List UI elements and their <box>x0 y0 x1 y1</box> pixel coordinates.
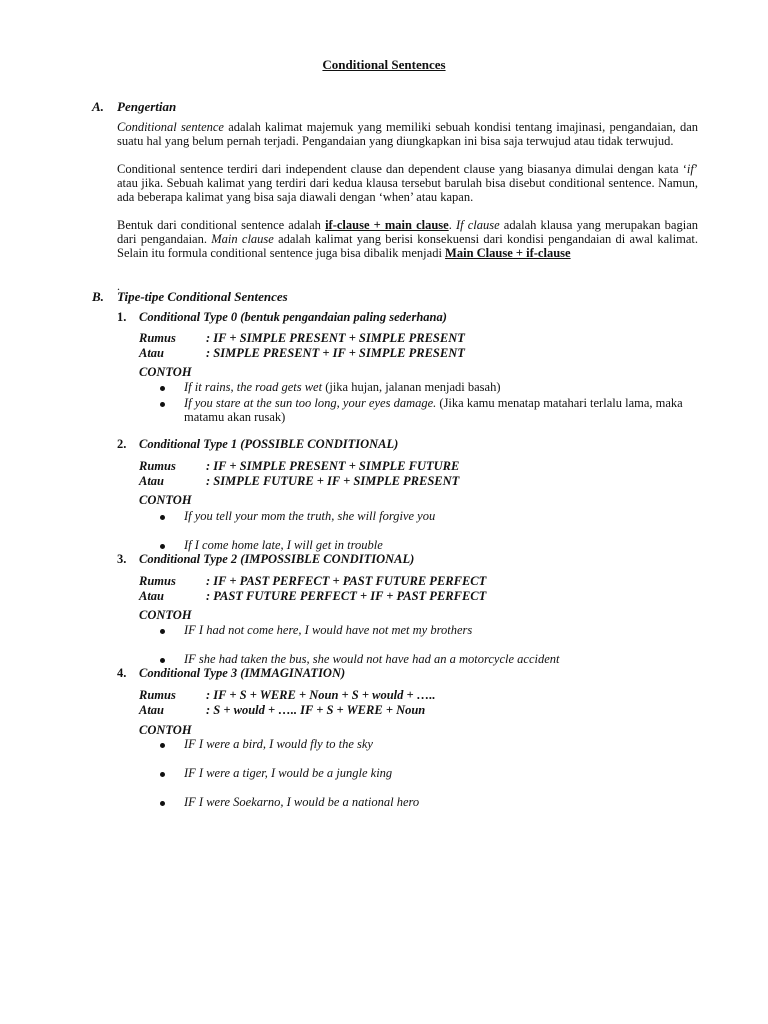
type-0-contoh: CONTOH <box>139 365 192 379</box>
bullet-icon <box>160 402 165 407</box>
type-3-formula <box>139 688 436 717</box>
atau-label: Atau <box>139 702 165 717</box>
paragraph-form-text-a: Bentuk dari conditional sentence adalah <box>117 218 326 232</box>
type-1-title: Conditional Type 1 (POSSIBLE CONDITIONAL) <box>139 437 399 451</box>
rumus-label: Rumus <box>139 331 176 345</box>
paragraph-form-text-c: adalah klausa yang merupakan bagian dari pengandaian. <box>117 218 698 246</box>
atau-value: : SIMPLE PRESENT + IF + SIMPLE PRESENT <box>206 345 465 360</box>
bullet-icon <box>160 658 165 663</box>
type-2-number: 3. <box>117 552 127 566</box>
paragraph-definition <box>117 121 698 149</box>
section-b-heading <box>92 289 288 305</box>
list-item <box>160 796 700 810</box>
example-english: If you stare at the sun too long, your eyes damage. <box>184 396 437 410</box>
type-1-number: 2. <box>117 437 127 451</box>
bullet-icon <box>160 544 165 549</box>
atau-value: : SIMPLE FUTURE + IF + SIMPLE PRESENT <box>206 473 460 488</box>
paragraph-definition-text: adalah kalimat majemuk yang memiliki sebuah kondisi tentang imajinasi, pengandaian, dan suatu hal yang belum pernah terjadi. Pengandaian yang diungkapkan ini bisa saja terwujud atau tidak terwujud. <box>117 120 699 148</box>
atau-label: Atau <box>139 345 165 360</box>
list-item <box>160 539 700 553</box>
example-english: IF I were a tiger, I would be a jungle king <box>184 766 393 780</box>
paragraph-clauses-text-b: ’ atau jika. Sebuah kalimat yang terdiri dari kedua klausa tersebut barulah bisa disebut conditional sentence. Namun, ada beberapa kalimat yang bisa saja diawali dengan ‘when’ atau kapan. <box>117 162 698 204</box>
section-b-title: Tipe-tipe Conditional Sentences <box>117 289 288 304</box>
stray-period: . <box>117 279 120 293</box>
rumus-value: : IF + PAST PERFECT + PAST FUTURE PERFECT <box>206 574 487 588</box>
paragraph-clauses-text-a: Conditional sentence terdiri dari independent clause dan dependent clause yang biasanya dimulai dengan kata ‘ <box>117 162 687 176</box>
section-a-label: A. <box>92 99 104 114</box>
list-item <box>160 767 700 781</box>
atau-label: Atau <box>139 473 165 488</box>
document-title: Conditional Sentences <box>322 57 446 72</box>
type-2-formula <box>139 574 486 603</box>
list-item <box>160 653 700 667</box>
rumus-value: : IF + S + WERE + Noun + S + would + ….. <box>206 688 436 702</box>
rumus-label: Rumus <box>139 688 176 702</box>
example-translation: (jika hujan, jalanan menjadi basah) <box>322 380 501 394</box>
example-english: IF I had not come here, I would have not met my brothers <box>184 623 473 637</box>
atau-value: : PAST FUTURE PERFECT + IF + PAST PERFECT <box>206 588 487 603</box>
example-translation: (Jika kamu menatap matahari terlalu lama, maka matamu akan rusak) <box>184 396 683 424</box>
section-b-label: B. <box>92 289 104 304</box>
paragraph-form <box>117 219 698 260</box>
type-1-formula <box>139 459 459 488</box>
example-english: If I come home late, I will get in trouble <box>184 538 383 552</box>
type-0-heading <box>117 310 447 325</box>
atau-label: Atau <box>139 588 165 603</box>
term-if: if <box>686 162 694 176</box>
term-main-clause: Main clause <box>211 231 274 246</box>
list-item <box>160 397 700 425</box>
rumus-label: Rumus <box>139 574 176 588</box>
type-0-number: 1. <box>117 310 127 324</box>
example-english: If it rains, the road gets wet <box>184 380 323 394</box>
term-conditional-sentence: Conditional sentence <box>117 120 224 134</box>
section-a-heading <box>92 99 176 115</box>
section-a-title: Pengertian <box>117 99 177 114</box>
type-3-contoh: CONTOH <box>139 723 192 737</box>
type-2-heading <box>117 552 414 567</box>
type-0-formula <box>139 331 465 360</box>
type-2-title: Conditional Type 2 (IMPOSSIBLE CONDITIONAL) <box>139 552 415 566</box>
list-item <box>160 738 700 752</box>
type-0-title: Conditional Type 0 (bentuk pengandaian paling sederhana) <box>139 310 447 324</box>
type-1-contoh: CONTOH <box>139 493 192 507</box>
type-1-heading <box>117 437 398 452</box>
type-3-title: Conditional Type 3 (IMMAGINATION) <box>139 666 346 680</box>
formula-if-main: if-clause + main clause <box>325 218 449 232</box>
example-english: IF I were a bird, I would fly to the sky <box>184 737 373 751</box>
type-3-number: 4. <box>117 666 127 680</box>
list-item <box>160 624 700 638</box>
bullet-icon <box>160 743 165 748</box>
list-item <box>160 381 700 395</box>
list-item <box>160 510 700 524</box>
bullet-icon <box>160 629 165 634</box>
paragraph-form-text-b: . <box>448 218 456 232</box>
rumus-label: Rumus <box>139 459 176 473</box>
rumus-value: : IF + SIMPLE PRESENT + SIMPLE PRESENT <box>206 331 465 345</box>
bullet-icon <box>160 772 165 777</box>
bullet-icon <box>160 801 165 806</box>
type-2-contoh: CONTOH <box>139 608 192 622</box>
paragraph-form-text-d: adalah kalimat yang berisi konsekuensi dari kondisi pengandaian di awal kalimat. Selain itu formula conditional sentence juga bisa dibalik menjadi <box>117 231 698 260</box>
example-english: IF she had taken the bus, she would not have had an a motorcycle accident <box>184 652 560 666</box>
term-if-clause: If clause <box>455 218 500 232</box>
atau-value: : S + would + ….. IF + S + WERE + Noun <box>206 702 426 717</box>
example-english: IF I were Soekarno, I would be a national hero <box>184 795 420 809</box>
rumus-value: : IF + SIMPLE PRESENT + SIMPLE FUTURE <box>206 459 460 473</box>
formula-main-if: Main Clause + if-clause <box>445 245 571 260</box>
bullet-icon <box>160 515 165 520</box>
example-english: If you tell your mom the truth, she will forgive you <box>184 509 436 523</box>
bullet-icon <box>160 386 165 391</box>
type-3-heading <box>117 666 345 681</box>
paragraph-clauses <box>117 163 698 204</box>
